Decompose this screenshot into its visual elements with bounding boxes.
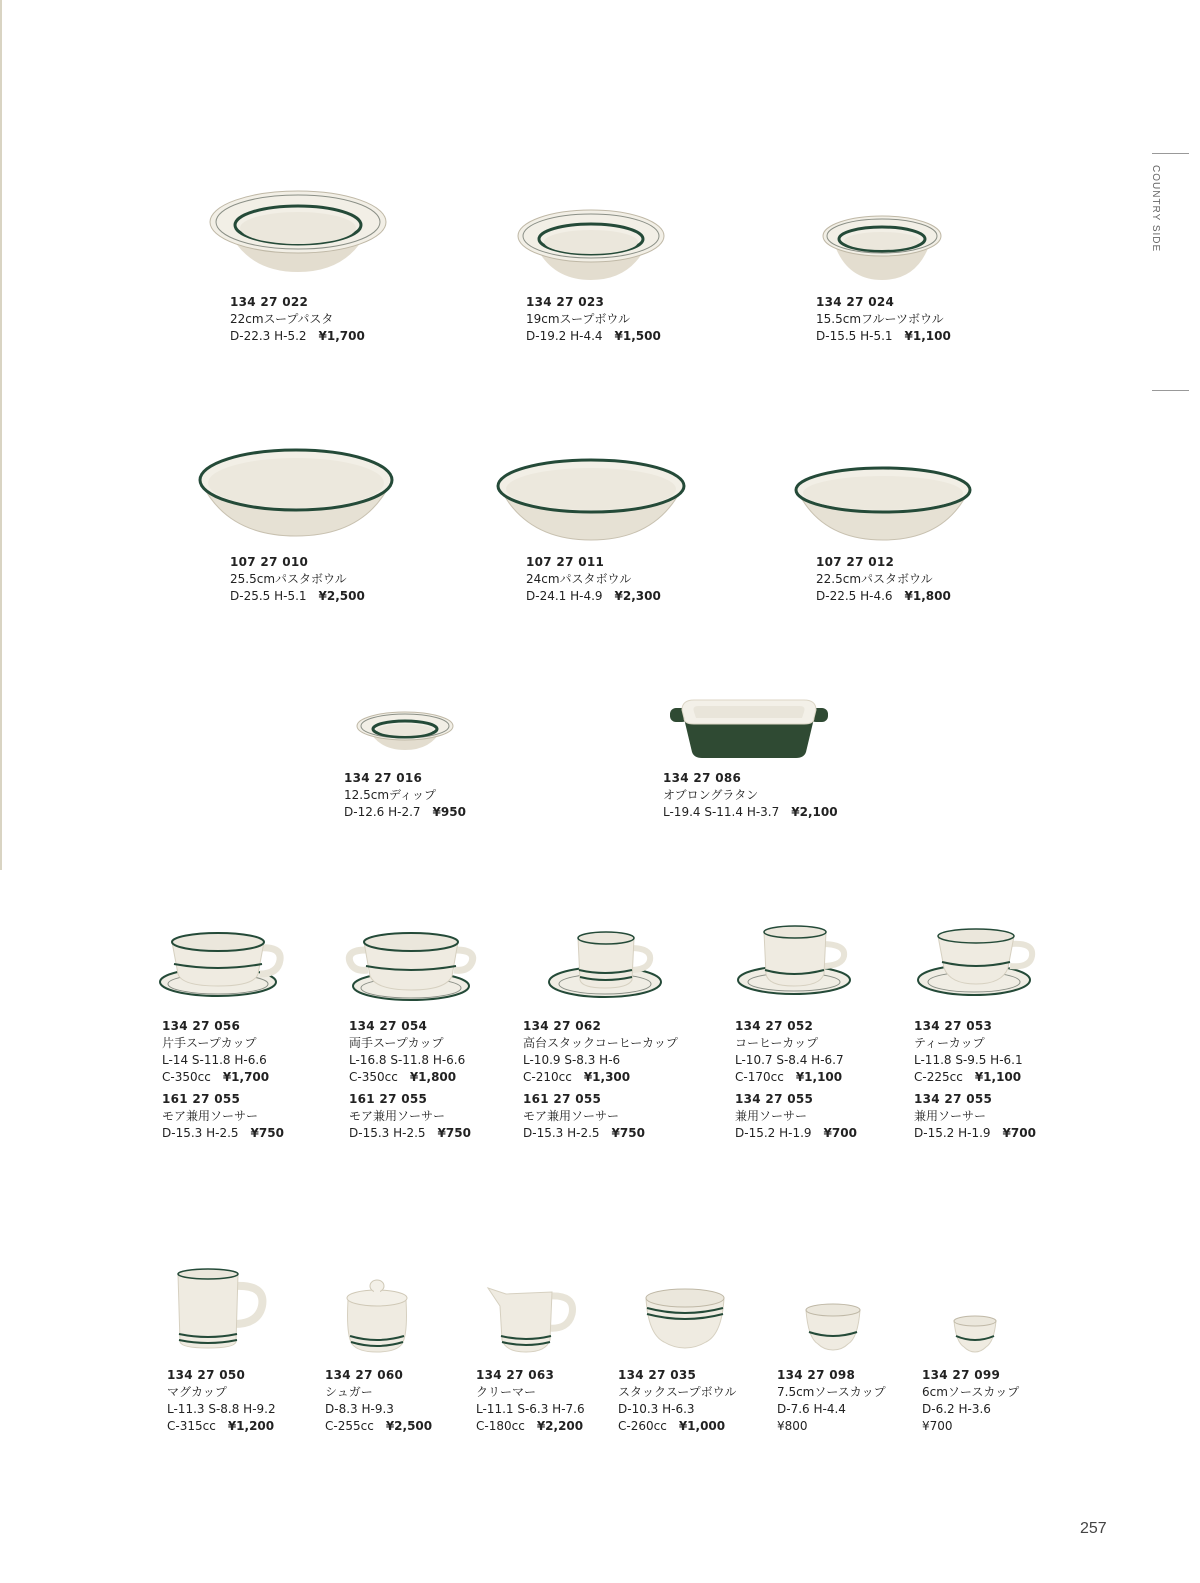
product-code: 107 27 010 [230,555,309,569]
product-dimensions: L-10.7 S-8.4 H-6.7 [735,1053,844,1067]
product-capacity: C-170cc [735,1070,784,1084]
product-name: 12.5cmディップ [344,788,437,802]
saucer-dimensions: D-15.2 H-1.9 [735,1126,812,1140]
product-price: ¥1,700 [222,1070,270,1084]
stack-coffee-cup-photo [548,930,666,1000]
product-dimensions: D-10.3 H-6.3 [618,1402,695,1416]
product-name: 25.5cmパスタボウル [230,572,347,586]
side-tab-label: COUNTRY SIDE [1150,165,1161,253]
product-capacity: C-350cc [162,1070,211,1084]
product-price: ¥1,100 [795,1070,843,1084]
product-code: 134 27 053 [914,1019,993,1033]
product-price: ¥2,100 [791,805,838,819]
page-number: 257 [1080,1520,1107,1537]
product-label-134-27-024 [816,294,951,345]
product-code: 134 27 063 [476,1368,555,1382]
product-label-107-27-011 [526,554,661,605]
product-name: 7.5cmソースカップ [777,1385,886,1399]
product-dimensions: D-8.3 H-9.3 [325,1402,394,1416]
product-label-134-27-050 [167,1367,276,1435]
product-dimensions: L-11.3 S-8.8 H-9.2 [167,1402,276,1416]
tea-cup-photo [916,926,1038,1000]
saucer-block [523,1091,678,1142]
product-name: ティーカップ [914,1036,985,1050]
product-name: 両手スープカップ [349,1036,444,1050]
product-name: オブロングラタン [663,788,759,802]
product-code: 134 27 023 [526,295,605,309]
product-code: 107 27 012 [816,555,895,569]
product-price: ¥1,800 [409,1070,457,1084]
two-handle-soup-cup-photo [346,928,476,1004]
product-dimensions: L-11.8 S-9.5 H-6.1 [914,1053,1023,1067]
product-label-134-27-023 [526,294,661,345]
product-name: 24cmパスタボウル [526,572,632,586]
product-label-134-27-062 [523,1018,678,1142]
product-price: ¥2,500 [385,1419,433,1433]
product-price: ¥800 [777,1419,808,1433]
saucer-dimensions: D-15.2 H-1.9 [914,1126,991,1140]
product-label-134-27-052 [735,1018,857,1142]
product-capacity: C-210cc [523,1070,572,1084]
product-name: 22.5cmパスタボウル [816,572,933,586]
product-code: 134 27 024 [816,295,895,309]
product-price: ¥2,300 [614,589,661,603]
product-dimensions: D-25.5 H-5.1 [230,589,307,603]
product-name: 高台スタックコーヒーカップ [523,1036,678,1050]
pasta-bowl-22cm-photo [794,466,972,540]
product-label-134-27-022 [230,294,365,345]
product-code: 134 27 054 [349,1019,428,1033]
product-label-134-27-098 [777,1367,886,1435]
pasta-bowl-24cm-photo [496,458,686,540]
sugar-pot-photo [344,1278,410,1352]
saucer-price: ¥750 [250,1126,284,1140]
saucer-block [162,1091,284,1142]
fruit-bowl-15cm-photo [821,214,943,280]
product-capacity: C-180cc [476,1419,525,1433]
product-price: ¥950 [432,805,466,819]
saucer-code: 161 27 055 [162,1092,241,1106]
product-label-134-27-053 [914,1018,1036,1142]
product-capacity: C-350cc [349,1070,398,1084]
product-code: 134 27 016 [344,771,423,785]
saucer-block [735,1091,857,1142]
product-code: 134 27 098 [777,1368,856,1382]
saucer-name: 兼用ソーサー [914,1109,987,1123]
pasta-bowl-25cm-photo [198,446,394,536]
product-code: 134 27 022 [230,295,309,309]
product-dimensions: D-22.3 H-5.2 [230,329,307,343]
product-name: シュガー [325,1385,373,1399]
product-dimensions: D-24.1 H-4.9 [526,589,603,603]
product-label-107-27-010 [230,554,365,605]
saucer-block [914,1091,1036,1142]
product-name: スタックスープボウル [618,1385,737,1399]
soup-bowl-19cm-photo [516,208,666,280]
product-capacity: C-255cc [325,1419,374,1433]
saucer-name: モア兼用ソーサー [523,1109,620,1123]
product-dimensions: L-19.4 S-11.4 H-3.7 [663,805,780,819]
product-price: ¥2,500 [318,589,365,603]
dip-bowl-12cm-photo [355,710,455,750]
product-name: 片手スープカップ [162,1036,257,1050]
product-price: ¥1,100 [904,329,951,343]
saucer-code: 134 27 055 [735,1092,814,1106]
product-price: ¥1,500 [614,329,661,343]
product-name: マグカップ [167,1385,227,1399]
sauce-cup-7cm-photo [804,1302,862,1350]
saucer-price: ¥750 [437,1126,471,1140]
product-code: 134 27 086 [663,771,742,785]
saucer-dimensions: D-15.3 H-2.5 [523,1126,600,1140]
product-name: 15.5cmフルーツボウル [816,312,944,326]
product-name: 19cmスープボウル [526,312,630,326]
product-price: ¥700 [922,1419,953,1433]
product-dimensions: L-10.9 S-8.3 H-6 [523,1053,621,1067]
product-label-134-27-035 [618,1367,736,1435]
soup-pasta-22cm-photo [208,188,388,272]
product-dimensions: D-19.2 H-4.4 [526,329,603,343]
product-label-134-27-060 [325,1367,432,1435]
product-code: 134 27 050 [167,1368,246,1382]
page-edge-rule [0,0,2,870]
single-handle-soup-cup-photo [158,928,282,1000]
creamer-photo [486,1284,576,1354]
stack-soup-bowl-photo [644,1286,726,1348]
product-code: 107 27 011 [526,555,605,569]
saucer-name: モア兼用ソーサー [349,1109,446,1123]
product-price: ¥1,200 [227,1419,275,1433]
product-dimensions: D-15.5 H-5.1 [816,329,893,343]
side-tab-bottom-rule [1152,390,1189,391]
product-price: ¥1,700 [318,329,365,343]
product-dimensions: L-16.8 S-11.8 H-6.6 [349,1053,466,1067]
product-dimensions: D-7.6 H-4.4 [777,1402,846,1416]
product-capacity: C-260cc [618,1419,667,1433]
saucer-block [349,1091,471,1142]
product-label-134-27-056 [162,1018,284,1142]
product-code: 134 27 052 [735,1019,814,1033]
saucer-name: モア兼用ソーサー [162,1109,259,1123]
oblong-gratin-photo [670,696,828,760]
product-label-134-27-016 [344,770,466,821]
product-price: ¥2,200 [536,1419,584,1433]
product-label-134-27-054 [349,1018,471,1142]
saucer-dimensions: D-15.3 H-2.5 [162,1126,239,1140]
product-price: ¥1,300 [583,1070,631,1084]
product-price: ¥1,800 [904,589,951,603]
product-dimensions: L-11.1 S-6.3 H-7.6 [476,1402,585,1416]
coffee-cup-photo [736,924,856,998]
product-dimensions: D-22.5 H-4.6 [816,589,893,603]
product-dimensions: L-14 S-11.8 H-6.6 [162,1053,267,1067]
side-tab-top-rule [1152,153,1189,154]
product-price: ¥1,000 [678,1419,726,1433]
saucer-code: 161 27 055 [349,1092,428,1106]
product-price: ¥1,100 [974,1070,1022,1084]
product-code: 134 27 035 [618,1368,697,1382]
product-code: 134 27 056 [162,1019,241,1033]
product-label-134-27-099 [922,1367,1019,1435]
product-dimensions: D-12.6 H-2.7 [344,805,421,819]
product-dimensions: D-6.2 H-3.6 [922,1402,991,1416]
product-label-134-27-063 [476,1367,585,1435]
saucer-dimensions: D-15.3 H-2.5 [349,1126,426,1140]
saucer-code: 134 27 055 [914,1092,993,1106]
saucer-price: ¥700 [823,1126,857,1140]
product-capacity: C-315cc [167,1419,216,1433]
saucer-price: ¥700 [1002,1126,1036,1140]
product-code: 134 27 099 [922,1368,1001,1382]
product-code: 134 27 062 [523,1019,602,1033]
product-name: 6cmソースカップ [922,1385,1020,1399]
product-name: コーヒーカップ [735,1036,819,1050]
product-capacity: C-225cc [914,1070,963,1084]
saucer-name: 兼用ソーサー [735,1109,808,1123]
mug-photo [174,1268,266,1350]
saucer-price: ¥750 [611,1126,645,1140]
product-name: 22cmスープパスタ [230,312,334,326]
saucer-code: 161 27 055 [523,1092,602,1106]
sauce-cup-6cm-photo [952,1314,998,1352]
product-code: 134 27 060 [325,1368,404,1382]
product-name: クリーマー [476,1385,537,1399]
product-label-134-27-086 [663,770,838,821]
product-label-107-27-012 [816,554,951,605]
